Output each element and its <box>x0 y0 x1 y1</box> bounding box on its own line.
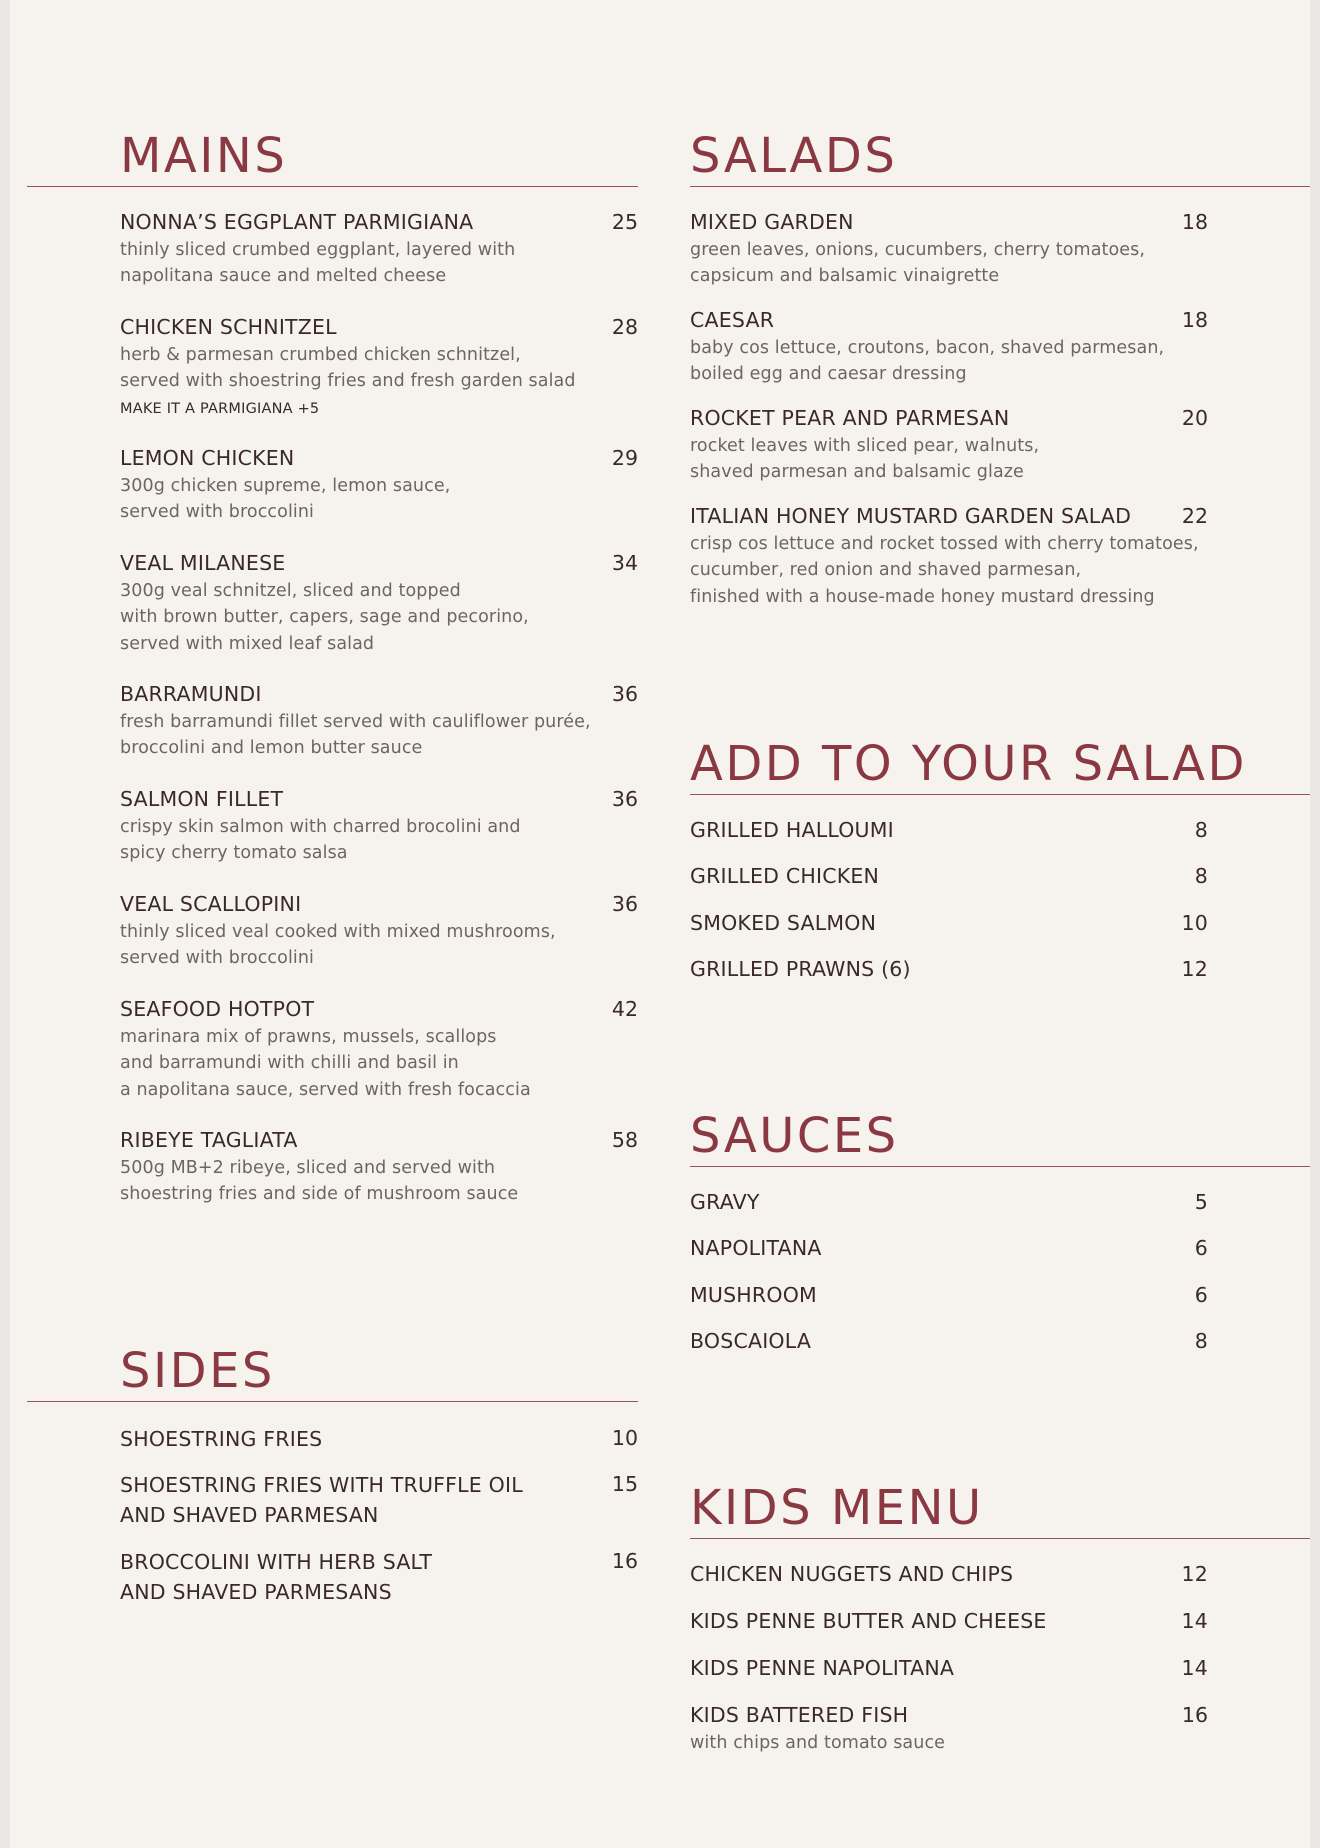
item-description: with chips and tomato sauce <box>690 1732 946 1753</box>
item-description: 300g veal schnitzel, sliced and topped with brown butter, capers, sage and pecorino, served with mixed leaf salad <box>120 580 529 655</box>
item-name: KIDS PENNE NAPOLITANA <box>690 1656 955 1680</box>
item-price: 36 <box>611 892 638 916</box>
sauces-heading: SAUCES <box>690 1108 899 1164</box>
list-item <box>690 1281 1208 1327</box>
item-name: ITALIAN HONEY MUSTARD GARDEN SALAD <box>690 504 1132 528</box>
item-name: GRILLED PRAWNS (6) <box>690 956 911 981</box>
item-price: 12 <box>1181 956 1208 981</box>
item-price: 22 <box>1181 504 1208 528</box>
menu-item <box>120 1126 638 1208</box>
salad-item <box>690 404 1208 486</box>
side-item <box>120 1547 638 1608</box>
item-price: 14 <box>1181 1609 1208 1633</box>
item-description: thinly sliced crumbed eggplant, layered with napolitana sauce and melted cheese <box>120 239 516 287</box>
item-name: SHOESTRING FRIES <box>120 1427 323 1451</box>
list-item <box>690 1607 1208 1654</box>
item-name: MIXED GARDEN <box>690 210 854 234</box>
item-description: thinly sliced veal cooked with mixed mushrooms, served with broccolini <box>120 921 556 969</box>
item-price: 36 <box>611 682 638 706</box>
item-name: SALMON FILLET <box>120 787 284 811</box>
item-description: 300g chicken supreme, lemon sauce, served with broccolini <box>120 475 451 523</box>
menu-item <box>120 995 638 1104</box>
list-item <box>690 1654 1208 1701</box>
item-price: 5 <box>1194 1190 1208 1214</box>
item-price: 42 <box>611 997 638 1021</box>
item-name: SMOKED SALMON <box>690 910 877 935</box>
list-item <box>690 909 1208 955</box>
item-price: 16 <box>1181 1703 1208 1727</box>
list-item <box>690 955 1208 1001</box>
salad-item <box>690 306 1208 388</box>
item-price: 16 <box>611 1549 638 1573</box>
item-name: BROCCOLINI WITH HERB SALT AND SHAVED PARMESANS <box>120 1550 433 1605</box>
mains-heading: MAINS <box>120 128 288 184</box>
item-price: 29 <box>611 446 638 470</box>
item-price: 18 <box>1181 210 1208 234</box>
item-price: 8 <box>1194 1328 1208 1353</box>
item-name: ROCKET PEAR AND PARMESAN <box>690 406 1010 430</box>
menu-item <box>120 785 638 867</box>
side-item <box>120 1470 638 1531</box>
list-item <box>690 816 1208 862</box>
sauces-list <box>690 1188 1208 1373</box>
item-price: 8 <box>1194 864 1208 889</box>
menu-item <box>120 549 638 658</box>
item-description: marinara mix of prawns, mussels, scallops and barramundi with chilli and basil in a napolitana sauce, served with fresh focaccia <box>120 1026 531 1101</box>
item-name: GRILLED HALLOUMI <box>690 818 894 842</box>
kids-menu-heading: KIDS MENU <box>690 1480 984 1536</box>
item-name: KIDS PENNE BUTTER AND CHEESE <box>690 1609 1047 1633</box>
menu-item <box>120 890 638 972</box>
item-price: 15 <box>611 1472 638 1496</box>
kids-menu-rule <box>690 1538 1310 1539</box>
list-item <box>690 1327 1208 1373</box>
mains-rule <box>27 186 638 187</box>
item-name: BARRAMUNDI <box>120 682 262 706</box>
item-name: NAPOLITANA <box>690 1236 822 1261</box>
sides-heading: SIDES <box>120 1343 275 1399</box>
sides-rule <box>27 1401 638 1402</box>
item-name: KIDS BATTERED FISH <box>690 1703 909 1727</box>
kids-item <box>690 1701 1208 1756</box>
list-item <box>690 1188 1208 1234</box>
item-name: BOSCAIOLA <box>690 1328 812 1353</box>
salads-rule <box>690 186 1310 187</box>
salads-heading: SALADS <box>690 128 898 184</box>
item-price: 28 <box>611 315 638 339</box>
menu-item <box>120 444 638 526</box>
item-description: rocket leaves with sliced pear, walnuts, shaved parmesan and balsamic glaze <box>690 435 1040 483</box>
side-item <box>120 1424 638 1454</box>
item-price: 10 <box>1181 910 1208 935</box>
item-price: 6 <box>1194 1282 1208 1307</box>
item-addon-note: MAKE IT A PARMIGIANA +5 <box>120 401 320 418</box>
item-name: RIBEYE TAGLIATA <box>120 1128 298 1152</box>
item-price: 34 <box>611 551 638 575</box>
menu-item <box>120 208 638 290</box>
item-price: 36 <box>611 787 638 811</box>
item-description: crisp cos lettuce and rocket tossed with cherry tomatoes, cucumber, red onion and shaved parmesan, finished with a house-made honey mustard dressing <box>690 533 1199 608</box>
sauces-rule <box>690 1166 1310 1167</box>
item-name: GRILLED CHICKEN <box>690 864 880 889</box>
item-description: crispy skin salmon with charred brocolini and spicy cherry tomato salsa <box>120 816 521 864</box>
item-name: NONNA’S EGGPLANT PARMIGIANA <box>120 210 474 234</box>
add-to-salad-list <box>690 816 1208 1001</box>
item-name: SHOESTRING FRIES WITH TRUFFLE OIL AND SHAVED PARMESAN <box>120 1473 523 1528</box>
item-name: CHICKEN NUGGETS AND CHIPS <box>690 1562 1014 1586</box>
menu-item <box>120 680 638 762</box>
item-price: 12 <box>1181 1562 1208 1586</box>
item-name: MUSHROOM <box>690 1282 817 1307</box>
salad-item <box>690 502 1208 611</box>
item-price: 10 <box>611 1426 638 1450</box>
item-name: LEMON CHICKEN <box>120 446 295 470</box>
list-item <box>690 1234 1208 1280</box>
item-description: fresh barramundi fillet served with cauliflower purée, broccolini and lemon butter sauce <box>120 711 591 759</box>
item-description: 500g MB+2 ribeye, sliced and served with shoestring fries and side of mushroom sauce <box>120 1157 519 1205</box>
item-name: GRAVY <box>690 1190 760 1214</box>
item-name: VEAL MILANESE <box>120 551 286 575</box>
item-price: 25 <box>611 210 638 234</box>
item-description: baby cos lettuce, croutons, bacon, shaved parmesan, boiled egg and caesar dressing <box>690 337 1165 385</box>
item-name: VEAL SCALLOPINI <box>120 892 302 916</box>
item-price: 6 <box>1194 1236 1208 1261</box>
item-description: green leaves, onions, cucumbers, cherry tomatoes, capsicum and balsamic vinaigrette <box>690 239 1146 287</box>
item-price: 18 <box>1181 308 1208 332</box>
item-price: 20 <box>1181 406 1208 430</box>
list-item <box>690 862 1208 908</box>
item-price: 58 <box>611 1128 638 1152</box>
menu-item <box>120 313 638 420</box>
add-to-salad-rule <box>690 794 1310 795</box>
add-to-salad-heading: ADD TO YOUR SALAD <box>690 736 1247 792</box>
item-price: 8 <box>1194 818 1208 842</box>
item-name: CAESAR <box>690 308 775 332</box>
menu-page <box>10 0 1310 1848</box>
item-price: 14 <box>1181 1656 1208 1680</box>
item-name: SEAFOOD HOTPOT <box>120 997 315 1021</box>
salad-item <box>690 208 1208 290</box>
kids-menu-list <box>690 1560 1208 1701</box>
item-description: herb & parmesan crumbed chicken schnitzel, served with shoestring fries and fresh garden salad <box>120 344 576 392</box>
item-name: CHICKEN SCHNITZEL <box>120 315 337 339</box>
list-item <box>690 1560 1208 1607</box>
